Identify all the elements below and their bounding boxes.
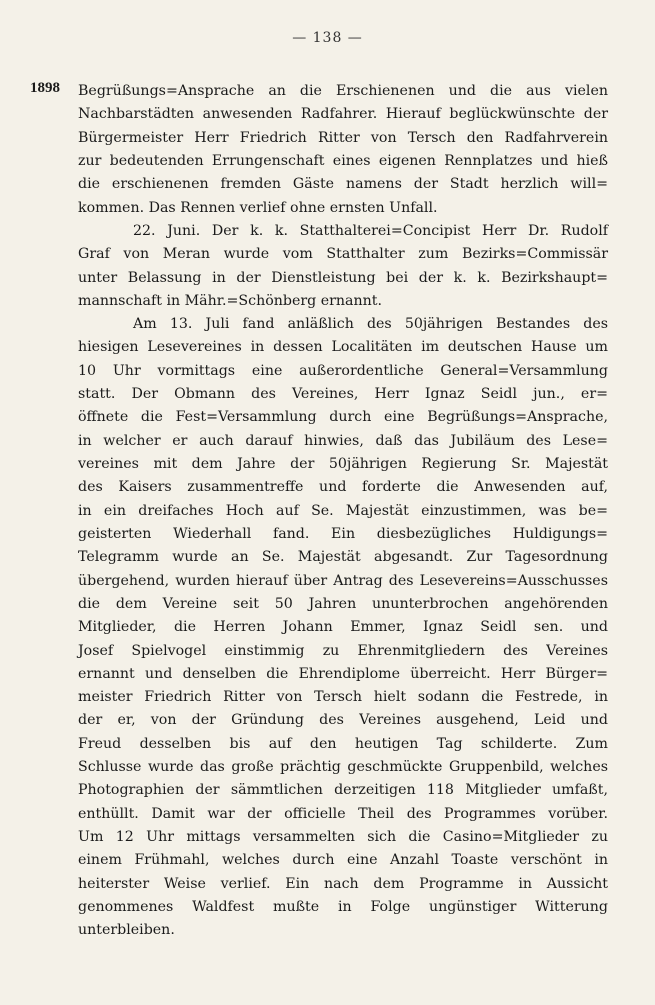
text-line: 10 Uhr vormittags eine außerordentliche General=Versammlung bbox=[78, 362, 608, 379]
year-margin-note: 1898 bbox=[30, 80, 60, 96]
text-line: geisterten Wiederhall fand. Ein diesbezügliches Huldigungs= bbox=[78, 525, 608, 542]
page-number: — 138 — bbox=[292, 30, 363, 46]
text-line: unter Belassung in der Dienstleistung bei der k. k. Bezirkshaupt= bbox=[78, 269, 608, 286]
text-line: kommen. Das Rennen verlief ohne ernsten Unfall. bbox=[78, 199, 438, 216]
text-line: der er, von der Gründung des Vereines ausgehend, Leid und bbox=[78, 712, 608, 729]
text-line: genommenes Waldfest mußte in Folge ungünstiger Witterung bbox=[78, 898, 608, 915]
text-line: übergehend, wurden hierauf über Antrag des Lesevereins=Ausschusses bbox=[78, 572, 608, 589]
text-line: statt. Der Obmann des Vereines, Herr Ignaz Seidl jun., er= bbox=[78, 386, 608, 403]
text-line: einem Frühmahl, welches durch eine Anzahl Toaste verschönt in bbox=[78, 852, 608, 869]
text-line: hiesigen Lesevereines in dessen Localitäten im deutschen Hause um bbox=[78, 339, 608, 356]
text-line: vereines mit dem Jahre der 50jährigen Regierung Sr. Majestät bbox=[78, 456, 608, 472]
text-line: des Kaisers zusammentreffe und forderte die Anwesenden auf, bbox=[78, 479, 608, 496]
text-line: Telegramm wurde an Se. Majestät abgesandt. Zur Tagesordnung bbox=[78, 549, 608, 566]
text-line: Nachbarstädten anwesenden Radfahrer. Hierauf beglückwünschte der bbox=[78, 106, 608, 123]
text-line: Freud desselben bis auf den heutigen Tag schilderte. Zum bbox=[78, 735, 608, 752]
text-line: die dem Vereine seit 50 Jahren ununterbrochen angehörenden bbox=[78, 595, 608, 612]
text-line: heiterster Weise verlief. Ein nach dem Programme in Aussicht bbox=[78, 875, 608, 892]
text-line: Photographien der sämmtlichen derzeitigen 118 Mitglieder umfaßt, bbox=[78, 782, 608, 799]
text-line: Josef Spielvogel einstimmig zu Ehrenmitgliedern des Vereines bbox=[78, 642, 608, 659]
text-line: in welcher er auch darauf hinwies, daß das Jubiläum des Lese= bbox=[78, 432, 608, 449]
text-line: die erschienenen fremden Gäste namens der Stadt herzlich will= bbox=[78, 176, 608, 193]
text-line: Begrüßungs=Ansprache an die Erschienenen und die aus vielen bbox=[78, 83, 608, 99]
text-line: unterbleiben. bbox=[78, 922, 175, 939]
text-line: öffnete die Fest=Versammlung durch eine Begrüßungs=Ansprache, bbox=[78, 409, 608, 426]
text-line: enthüllt. Damit war der officielle Theil des Programmes vorüber. bbox=[78, 805, 608, 822]
text-line: Am 13. Juli fand anläßlich des 50jährigen Bestandes des bbox=[133, 316, 608, 333]
text-line: mannschaft in Mähr.=Schönberg ernannt. bbox=[78, 292, 382, 309]
text-line: in ein dreifaches Hoch auf Se. Majestät einzustimmen, was be= bbox=[78, 502, 608, 519]
text-line: ernannt und denselben die Ehrendiplome überreicht. Herr Bürger= bbox=[78, 665, 608, 682]
text-line: zur bedeutenden Errungenschaft eines eigenen Rennplatzes und hieß bbox=[78, 152, 608, 169]
text-line: Graf von Meran wurde vom Statthalter zum Bezirks=Commissär bbox=[78, 246, 608, 263]
text-line: Um 12 Uhr mittags versammelten sich die Casino=Mitglieder zu bbox=[78, 829, 608, 845]
text-line: Mitglieder, die Herren Johann Emmer, Ignaz Seidl sen. und bbox=[78, 619, 608, 636]
text-line: 22. Juni. Der k. k. Statthalterei=Concipist Herr Dr. Rudolf bbox=[133, 222, 608, 239]
text-line: Bürgermeister Herr Friedrich Ritter von Tersch den Radfahrverein bbox=[78, 129, 608, 146]
text-line: meister Friedrich Ritter von Tersch hielt sodann die Festrede, in bbox=[78, 689, 608, 706]
body-text bbox=[78, 80, 608, 943]
text-line: Schlusse wurde das große prächtig geschmückte Gruppenbild, welches bbox=[78, 759, 608, 776]
